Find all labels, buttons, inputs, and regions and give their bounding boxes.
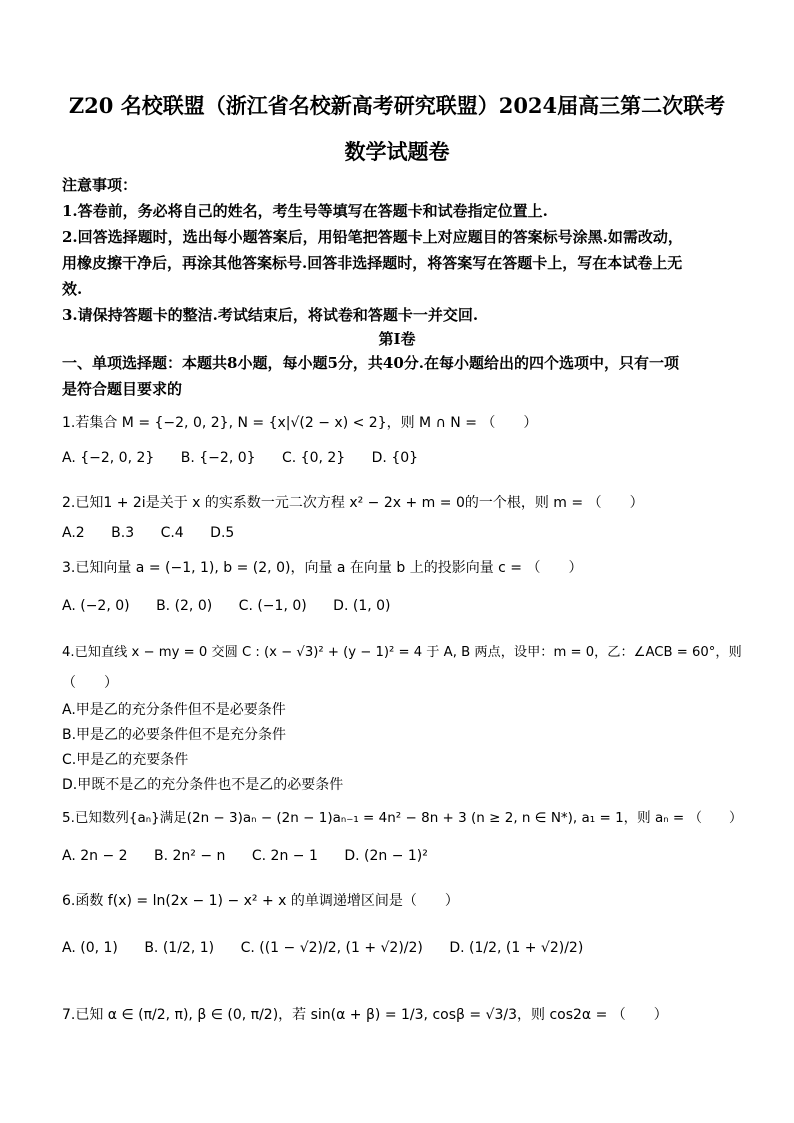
exam-title: Z20 名校联盟（浙江省名校新高考研究联盟）2024届高三第二次联考: [68, 93, 726, 118]
notice-item: 2.回答选择题时，选出每小题答案后，用铅笔把答题卡上对应题目的答案标号涂黑.如需改动，: [62, 228, 683, 246]
option-d: D.5: [210, 525, 235, 541]
option-c: C.4: [160, 525, 184, 541]
notice-heading: 注意事项：: [62, 176, 138, 194]
question-4-stem: 4.已知直线 x − my = 0 交圆 C : (x − √3)² + (y − 1)² = 4 于 A, B 两点，设甲：m = 0，乙：∠ACB = 60°，则: [62, 645, 742, 660]
question-5-stem: 5.已知数列{aₙ}满足(2n − 3)aₙ − (2n − 1)aₙ₋₁ = 4n² − 8n + 3 (n ≥ 2, n ∈ N*), a₁ = 1，则 aₙ = （ ）: [62, 810, 743, 826]
option-d: D. {0}: [371, 450, 419, 466]
option-a: A. (−2, 0): [62, 598, 130, 614]
question-6-stem: 6.函数 f(x) = ln(2x − 1) − x² + x 的单调递增区间是（ ）: [62, 893, 459, 909]
notice-item: 效.: [62, 280, 83, 298]
option-a: A. 2n − 2: [62, 848, 128, 864]
option-d: D.甲既不是乙的充分条件也不是乙的必要条件: [62, 777, 344, 793]
notice-item: 3.请保持答题卡的整洁.考试结束后，将试卷和答题卡一并交回.: [62, 306, 479, 324]
question-7-stem: 7.已知 α ∈ (π/2, π), β ∈ (0, π/2)，若 sin(α + β) = 1/3, cosβ = √3/3，则 cos2α = （ ）: [62, 1007, 668, 1023]
option-b: B. {−2, 0}: [180, 450, 256, 466]
question-4-stem-cont: （ ）: [62, 675, 118, 691]
question-1-stem: 1.若集合 M = {−2, 0, 2}, N = {x|√(2 − x) < 2}，则 M ∩ N = （ ）: [62, 415, 538, 431]
part-heading: 第Ⅰ卷: [378, 330, 416, 348]
option-a: A.甲是乙的充分条件但不是必要条件: [62, 702, 286, 718]
question-3-options: [62, 598, 742, 614]
option-d: D. (2n − 1)²: [344, 848, 428, 864]
notice-item: 用橡皮擦干净后，再涂其他答案标号.回答非选择题时，将答案写在答题卡上，写在本试卷上无: [62, 254, 683, 272]
notice-item: 1.答卷前，务必将自己的姓名，考生号等填写在答题卡和试卷指定位置上.: [62, 202, 548, 220]
option-d: D. (1/2, (1 + √2)/2): [449, 940, 584, 956]
option-b: B.3: [111, 525, 135, 541]
question-2-options: [62, 525, 742, 541]
question-5-options: [62, 848, 742, 864]
option-c: C. ((1 − √2)/2, (1 + √2)/2): [240, 940, 423, 956]
option-b: B. 2n² − n: [154, 848, 226, 864]
question-3-stem: 3.已知向量 a = (−1, 1), b = (2, 0)，向量 a 在向量 b 上的投影向量 c = （ ）: [62, 560, 583, 576]
option-b: B.甲是乙的必要条件但不是充分条件: [62, 727, 287, 743]
option-c: C. {0, 2}: [281, 450, 346, 466]
option-b: B. (1/2, 1): [144, 940, 215, 956]
option-b: B. (2, 0): [156, 598, 213, 614]
option-d: D. (1, 0): [333, 598, 391, 614]
option-a: A.2: [62, 525, 85, 541]
question-6-options: [62, 940, 742, 956]
question-2-stem: 2.已知1 + 2i是关于 x 的实系数一元二次方程 x² − 2x + m = 0的一个根，则 m = （ ）: [62, 495, 644, 511]
exam-subtitle: 数学试题卷: [344, 139, 450, 164]
option-a: A. {−2, 0, 2}: [62, 450, 155, 466]
section-heading: 一、单项选择题：本题共8小题，每小题5分，共40分.在每小题给出的四个选项中，只有一项: [62, 354, 679, 372]
question-1-options: [62, 450, 742, 466]
option-c: C.甲是乙的充要条件: [62, 752, 189, 768]
section-heading-cont: 是符合题目要求的: [62, 380, 183, 398]
option-c: C. 2n − 1: [251, 848, 318, 864]
option-a: A. (0, 1): [62, 940, 118, 956]
option-c: C. (−1, 0): [238, 598, 307, 614]
